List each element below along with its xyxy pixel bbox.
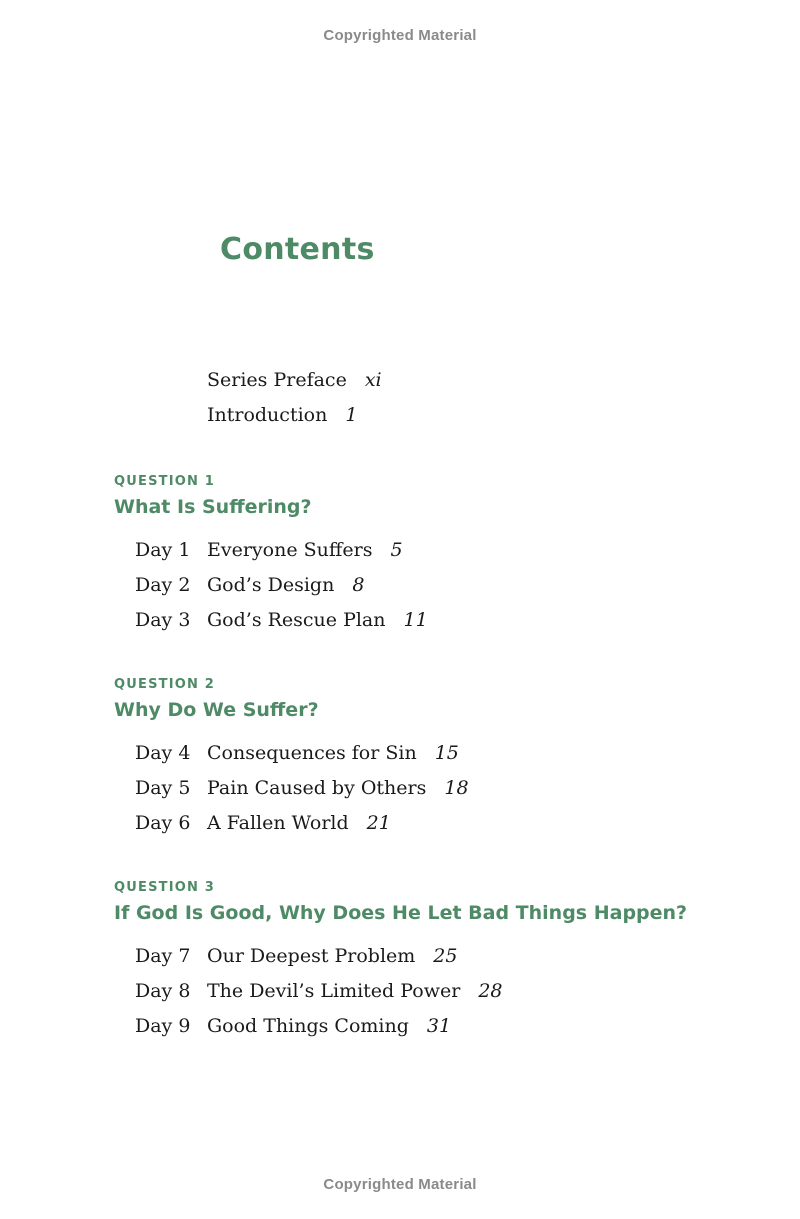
entry-page-number: 21 xyxy=(366,812,391,834)
entry-title: Our Deepest Problem xyxy=(207,945,416,967)
toc-entry-day-9[interactable] xyxy=(135,1012,774,1047)
day-label: Day 5 xyxy=(135,777,191,799)
day-label: Day 2 xyxy=(135,574,191,596)
entry-title: Series Preface xyxy=(207,369,347,391)
question-title[interactable]: Why Do We Suffer? xyxy=(114,699,319,721)
toc-entry-day-7[interactable] xyxy=(135,942,774,977)
entry-title: Good Things Coming xyxy=(207,1015,409,1037)
entry-page-number: 8 xyxy=(352,574,365,596)
toc-entry-day-8[interactable] xyxy=(135,977,774,1012)
question-label: QUESTION 3 xyxy=(114,880,216,895)
entry-page-number: 1 xyxy=(345,404,358,426)
entry-title: God’s Design xyxy=(207,574,335,596)
toc-entry-day-2[interactable] xyxy=(135,571,774,606)
day-label: Day 8 xyxy=(135,980,191,1002)
copyright-footer: Copyrighted Material xyxy=(323,1176,477,1193)
day-label: Day 4 xyxy=(135,742,191,764)
question-section-1 xyxy=(114,474,774,641)
day-list xyxy=(135,942,774,1047)
page-title: Contents xyxy=(220,232,375,267)
entry-title: Consequences for Sin xyxy=(207,742,417,764)
entry-title: God’s Rescue Plan xyxy=(207,609,386,631)
toc-entry-day-5[interactable] xyxy=(135,774,774,809)
day-label: Day 1 xyxy=(135,539,191,561)
day-label: Day 9 xyxy=(135,1015,191,1037)
day-list xyxy=(135,739,774,844)
day-label: Day 3 xyxy=(135,609,191,631)
entry-title: Introduction xyxy=(207,404,328,426)
entry-page-number: 18 xyxy=(444,777,469,799)
day-label: Day 7 xyxy=(135,945,191,967)
day-label: Day 6 xyxy=(135,812,191,834)
toc-entry-day-3[interactable] xyxy=(135,606,774,641)
entry-page-number: 31 xyxy=(426,1015,452,1037)
entry-page-number: 11 xyxy=(403,609,428,631)
toc-entry-day-1[interactable] xyxy=(135,536,774,571)
toc-entry-series-preface[interactable] xyxy=(207,366,382,401)
day-list xyxy=(135,536,774,641)
entry-page-number: 28 xyxy=(478,980,503,1002)
entry-page-number: 25 xyxy=(433,945,458,967)
copyright-header: Copyrighted Material xyxy=(323,27,477,44)
entry-page-number: xi xyxy=(364,369,382,391)
question-section-3 xyxy=(114,880,774,1047)
toc-entry-day-4[interactable] xyxy=(135,739,774,774)
question-title[interactable]: If God Is Good, Why Does He Let Bad Things Happen? xyxy=(114,902,688,924)
question-label: QUESTION 1 xyxy=(114,474,216,489)
entry-page-number: 15 xyxy=(434,742,459,764)
toc-entry-day-6[interactable] xyxy=(135,809,774,844)
entry-page-number: 5 xyxy=(390,539,403,561)
entry-title: A Fallen World xyxy=(207,812,349,834)
front-matter-list xyxy=(207,366,382,436)
question-section-2 xyxy=(114,677,774,844)
question-label: QUESTION 2 xyxy=(114,677,216,692)
question-title[interactable]: What Is Suffering? xyxy=(114,496,312,518)
entry-title: The Devil’s Limited Power xyxy=(207,980,461,1002)
entry-title: Pain Caused by Others xyxy=(207,777,427,799)
toc-entry-introduction[interactable] xyxy=(207,401,382,436)
entry-title: Everyone Suffers xyxy=(207,539,373,561)
